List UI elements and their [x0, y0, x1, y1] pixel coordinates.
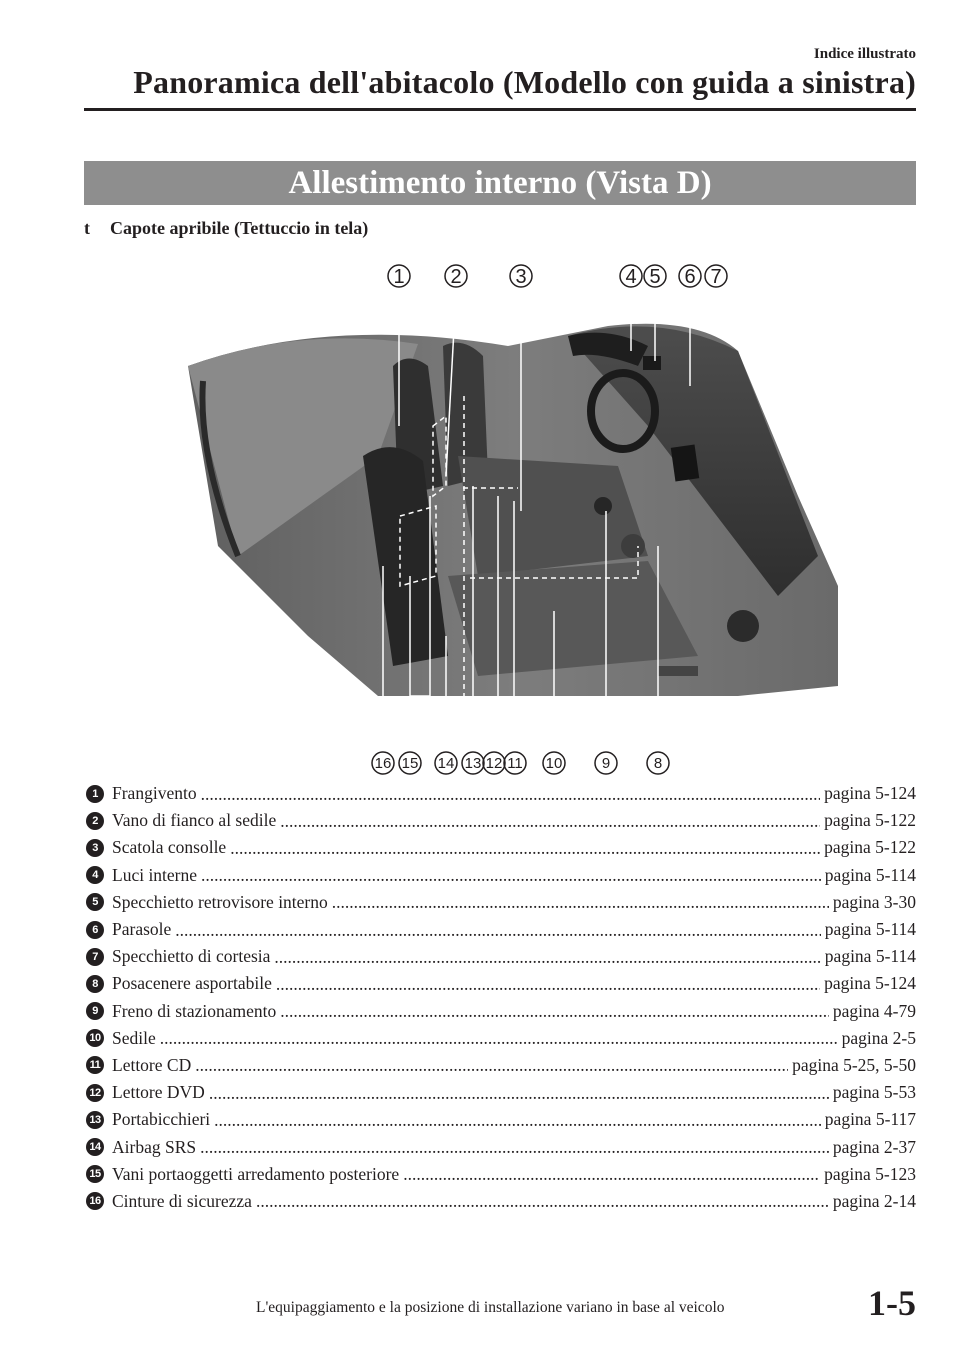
- item-number: 5: [86, 893, 104, 911]
- item-number: 4: [86, 866, 104, 884]
- callout-16: 16: [374, 755, 392, 772]
- page-reference: pagina 5-117: [824, 1109, 916, 1130]
- list-item: [86, 1106, 916, 1133]
- page-title: Panoramica dell'abitacolo (Modello con guida a sinistra): [133, 64, 916, 100]
- list-item: [86, 998, 916, 1025]
- callout-11: 11: [507, 755, 523, 772]
- item-number: 13: [86, 1111, 104, 1129]
- sub-heading-text: Capote apribile (Tettuccio in tela): [110, 218, 369, 238]
- dot-leader: [332, 891, 829, 913]
- item-name: Lettore DVD: [112, 1082, 205, 1103]
- list-item: [86, 834, 916, 861]
- list-item: [86, 780, 916, 807]
- list-item: [86, 1188, 916, 1215]
- item-number: 3: [86, 839, 104, 857]
- callout-15: 15: [401, 755, 419, 772]
- dot-leader: [201, 783, 821, 805]
- list-item: [86, 862, 916, 889]
- callout-10: 10: [545, 755, 563, 772]
- list-item: [86, 1025, 916, 1052]
- parts-list: [86, 780, 916, 1215]
- page-reference: pagina 5-124: [824, 783, 916, 804]
- dot-leader: [276, 973, 820, 995]
- item-name: Luci interne: [112, 864, 198, 885]
- item-name: Vano di fianco al sedile: [112, 810, 277, 831]
- page-reference: pagina 5-123: [824, 1163, 916, 1184]
- list-item: [86, 1052, 916, 1079]
- item-number: 11: [86, 1056, 104, 1074]
- page-number: 1-5: [868, 1283, 916, 1323]
- bullet-marker: t: [84, 218, 90, 238]
- callout-5: 5: [649, 266, 661, 288]
- item-number: 14: [86, 1138, 104, 1156]
- page-reference: pagina 4-79: [832, 1000, 916, 1021]
- list-item: [86, 1133, 916, 1160]
- page-reference: pagina 2-14: [832, 1190, 916, 1211]
- item-name: Frangivento: [112, 783, 197, 804]
- callouts-top: [388, 265, 727, 288]
- footer-note: L'equipaggiamento e la posizione di installazione variano in base al veicolo: [256, 1299, 725, 1316]
- callout-12: 12: [485, 755, 503, 772]
- item-name: Parasole: [112, 919, 172, 940]
- car-photo: [188, 324, 838, 696]
- list-item: [86, 943, 916, 970]
- page-reference: pagina 5-25, 5-50: [792, 1054, 916, 1075]
- callout-4: 4: [625, 266, 637, 288]
- callout-9: 9: [601, 755, 611, 772]
- item-name: Portabicchieri: [112, 1109, 211, 1130]
- callout-7: 7: [710, 266, 722, 288]
- callout-14: 14: [437, 755, 455, 772]
- item-number: 6: [86, 921, 104, 939]
- list-item: [86, 1161, 916, 1188]
- dot-leader: [214, 1109, 821, 1131]
- item-name: Lettore CD: [112, 1054, 192, 1075]
- item-number: 16: [86, 1192, 104, 1210]
- callout-3: 3: [515, 266, 527, 288]
- dot-leader: [256, 1190, 829, 1212]
- item-name: Airbag SRS: [112, 1136, 197, 1157]
- list-item: [86, 970, 916, 997]
- page-reference: pagina 5-114: [824, 864, 916, 885]
- sub-heading: [84, 218, 368, 239]
- interior-illustration: [178, 256, 838, 778]
- item-number: 9: [86, 1002, 104, 1020]
- item-number: 7: [86, 948, 104, 966]
- dot-leader: [160, 1027, 838, 1049]
- dot-leader: [280, 810, 820, 832]
- item-name: Specchietto di cortesia: [112, 946, 271, 967]
- item-name: Scatola consolle: [112, 837, 227, 858]
- item-number: 2: [86, 812, 104, 830]
- section-label: Indice illustrato: [813, 46, 916, 62]
- item-number: 10: [86, 1029, 104, 1047]
- page-reference: pagina 5-124: [824, 973, 916, 994]
- list-item: [86, 1079, 916, 1106]
- item-number: 1: [86, 785, 104, 803]
- list-item: [86, 889, 916, 916]
- dot-leader: [280, 1000, 829, 1022]
- dot-leader: [200, 1136, 829, 1158]
- dot-leader: [230, 837, 820, 859]
- item-name: Sedile: [112, 1027, 156, 1048]
- callout-1: 1: [393, 266, 405, 288]
- callout-13: 13: [464, 755, 482, 772]
- list-item: [86, 807, 916, 834]
- dot-leader: [274, 946, 820, 968]
- page-reference: pagina 2-5: [841, 1027, 916, 1048]
- page-reference: pagina 5-114: [824, 946, 916, 967]
- dot-leader: [209, 1082, 829, 1104]
- page-reference: pagina 5-114: [824, 919, 916, 940]
- callout-2: 2: [450, 266, 462, 288]
- item-number: 12: [86, 1084, 104, 1102]
- page-reference: pagina 3-30: [832, 891, 916, 912]
- header-divider: [84, 108, 916, 111]
- page-reference: pagina 5-122: [824, 837, 916, 858]
- item-name: Posacenere asportabile: [112, 973, 272, 994]
- page-reference: pagina 5-122: [824, 810, 916, 831]
- dot-leader: [201, 864, 821, 886]
- dot-leader: [175, 919, 821, 941]
- callout-8: 8: [653, 755, 663, 772]
- callouts-bottom: [372, 752, 669, 774]
- item-number: 8: [86, 975, 104, 993]
- item-name: Freno di stazionamento: [112, 1000, 277, 1021]
- page-reference: pagina 2-37: [832, 1136, 916, 1157]
- dot-leader: [195, 1054, 788, 1076]
- section-banner: Allestimento interno (Vista D): [84, 161, 916, 205]
- item-number: 15: [86, 1165, 104, 1183]
- page-reference: pagina 5-53: [832, 1082, 916, 1103]
- item-name: Vani portaoggetti arredamento posteriore: [112, 1163, 400, 1184]
- list-item: [86, 916, 916, 943]
- item-name: Specchietto retrovisore interno: [112, 891, 328, 912]
- callout-6: 6: [684, 266, 696, 288]
- item-name: Cinture di sicurezza: [112, 1190, 252, 1211]
- dot-leader: [403, 1163, 820, 1185]
